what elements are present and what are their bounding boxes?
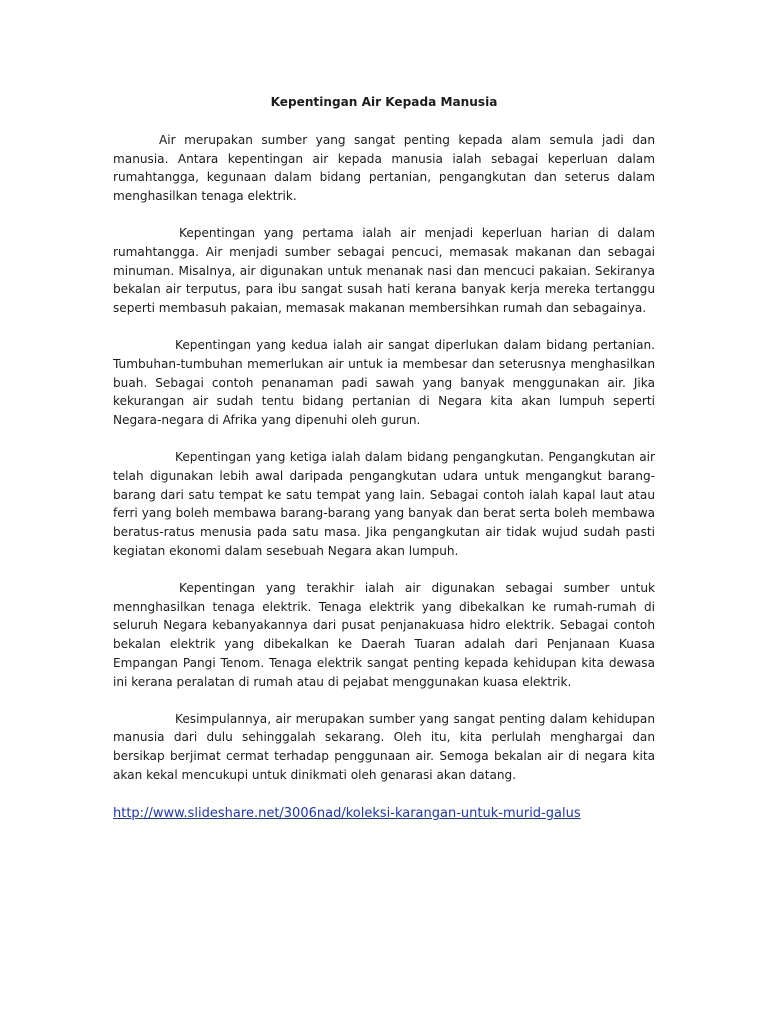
document-title: Kepentingan Air Kepada Manusia [270,95,498,109]
paragraph-conclusion: Kesimpulannya, air merupakan sumber yang sangat penting dalam kehidupan manusia dari dulu sehinggalah sekarang. Oleh itu, kita perlulah menghargai dan bersikap berjimat cermat terhadap penggunaan air. Semoga bekalan air di negara kita akan kekal mencukupi untuk dinikmati oleh genarasi akan datang. [113,711,655,782]
paragraph-electricity: Kepentingan yang terakhir ialah air digunakan sebagai sumber untuk mennghasilkan tenaga elektrik. Tenaga elektrik yang dibekalkan ke rumah-rumah di seluruh Negara kebanyakannya dari pusat penjanakuasa hidro elektrik. Sebagai contoh bekalan elektrik yang dibekalkan ke Daerah Tuaran adalah dari Penjanaan Kuasa Empangan Pangi Tenom. Tenaga elektrik sangat penting kepada kehidupan kita dewasa ini kerana peralatan di rumah atau di pejabat menggunakan kuasa elektrik. [113,580,655,689]
document-page [113,93,655,824]
paragraph-household: Kepentingan yang pertama ialah air menjadi keperluan harian di dalam rumahtangga. Air menjadi sumber sebagai pencuci, memasak makanan dan sebagai minuman. Misalnya, air digunakan untuk menanak nasi dan mencuci pakaian. Sekiranya bekalan air terputus, para ibu sangat susah hati kerana banyak kerja mereka tertanggu seperti membasuh pakaian, memasak makanan membersihkan rumah dan sebagainya. [113,225,655,316]
paragraph-agriculture: Kepentingan yang kedua ialah air sangat diperlukan dalam bidang pertanian. Tumbuhan-tumbuhan memerlukan air untuk ia membesar dan seterusnya menghasilkan buah. Sebagai contoh penanaman padi sawah yang banyak menggunakan air. Jika kekurangan air sudah tentu bidang pertanian di Negara kita akan lumpuh seperti Negara-negara di Afrika yang dipenuhi oleh gurun. [113,337,655,428]
paragraph-transport: Kepentingan yang ketiga ialah dalam bidang pengangkutan. Pengangkutan air telah digunakan lebih awal daripada pengangkutan udara untuk mengangkut barang-barang dari satu tempat ke satu tempat yang lain. Sebagai contoh ialah kapal laut atau ferri yang boleh membawa barang-barang yang banyak dan berat serta boleh membawa beratus-ratus menusia pada satu masa. Jika pengangkutan air tidak wujud sudah pasti kegiatan ekonomi dalam sesebuah Negara akan lumpuh. [113,449,655,558]
paragraph-introduction: Air merupakan sumber yang sangat penting kepada alam semula jadi dan manusia. Antara kepentingan air kepada manusia ialah sebagai keperluan dalam rumahtangga, kegunaan dalam bidang pertanian, pengangkutan dan seterus dalam menghasilkan tenaga elektrik. [113,132,655,204]
source-link[interactable]: http://www.slideshare.net/3006nad/koleksi-karangan-untuk-murid-galus [113,805,581,821]
